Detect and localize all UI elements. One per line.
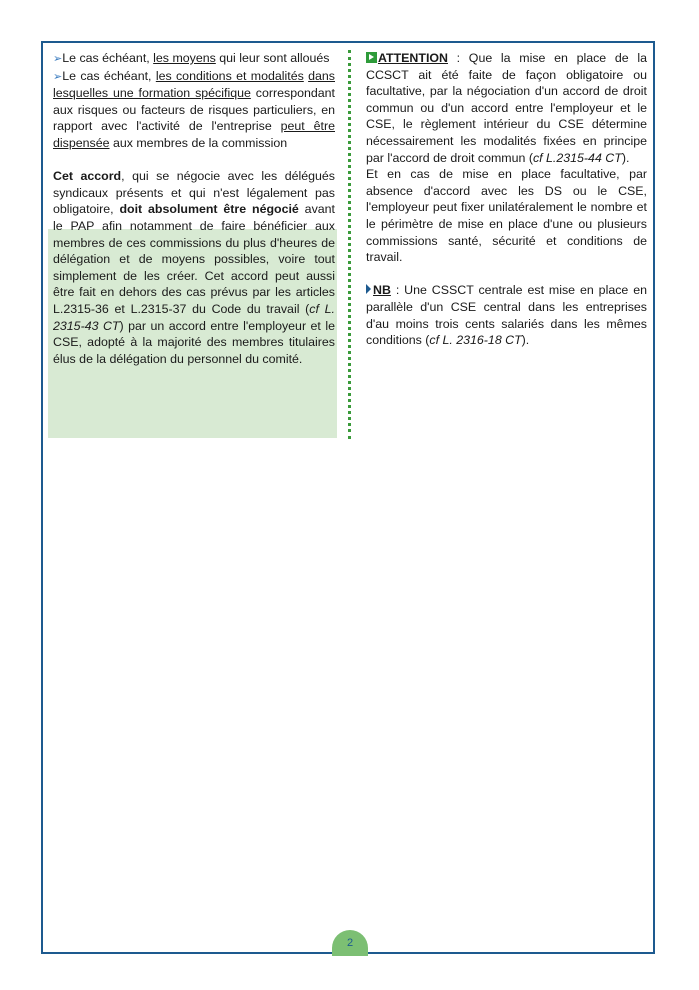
play-arrow-icon	[366, 52, 377, 63]
attention-paragraph: ATTENTION : Que la mise en place de la CCSCT ait été faite de façon obligatoire ou facultative, par la négociation d'un accord de droit commun ou d'un accord entre l'employeur et le CSE, le règlement intérieur du CSE détermine nécessairement les modalités fixées en principe par l'accord de droit commun (cf L.2315-44 CT).	[366, 51, 647, 165]
arrow-bullet-icon: ➢	[53, 70, 63, 83]
triangle-bullet-icon	[366, 284, 371, 294]
column-divider	[348, 50, 351, 439]
bullet-moyens: ➢Le cas échéant, les moyens qui leur sont alloués	[53, 51, 330, 65]
arrow-bullet-icon: ➢	[53, 53, 63, 65]
bullet-conditions: ➢Le cas échéant, les conditions et modalités dans lesquelles une formation spécifique correspondant aux risques ou facteurs de risques particuliers, en rapport avec l'activité de l'entreprise peut être dispensée aux membres de la commission	[53, 68, 335, 150]
right-column	[366, 50, 647, 349]
facultative-paragraph: Et en cas de mise en place facultative, par absence d'accord avec les DS ou le CSE, l'employeur peut fixer unilatéralement le nombre et le périmètre de mise en place d'une ou plusieurs commissions santé, sécurité et conditions de travail.	[366, 167, 647, 265]
left-column	[53, 50, 335, 367]
accord-paragraph: Cet accord, qui se négocie avec les délégués syndicaux présents et qui n'est légalement pas obligatoire, doit absolument être négocié avant le PAP afin notamment de faire bénéficier aux membres de ces commissions du plus d'heures de délégation et de moyens possibles, voire tout simplement de les créer. Cet accord peut aussi être fait en dehors des cas prévus par les articles L.2315-36 et L.2315-37 du Code du travail (cf L. 2315-43 CT) par un accord entre l'employeur et le CSE, adopté à la majorité des membres titulaires élus de la délégation du personnel du comité.	[53, 169, 335, 366]
nb-paragraph: NB : Une CSSCT centrale est mise en place en parallèle d'un CSE central dans les entreprises d'au moins trois cents salariés dans les mêmes conditions (cf L. 2316-18 CT).	[366, 283, 647, 348]
page-number: 2	[332, 930, 368, 956]
